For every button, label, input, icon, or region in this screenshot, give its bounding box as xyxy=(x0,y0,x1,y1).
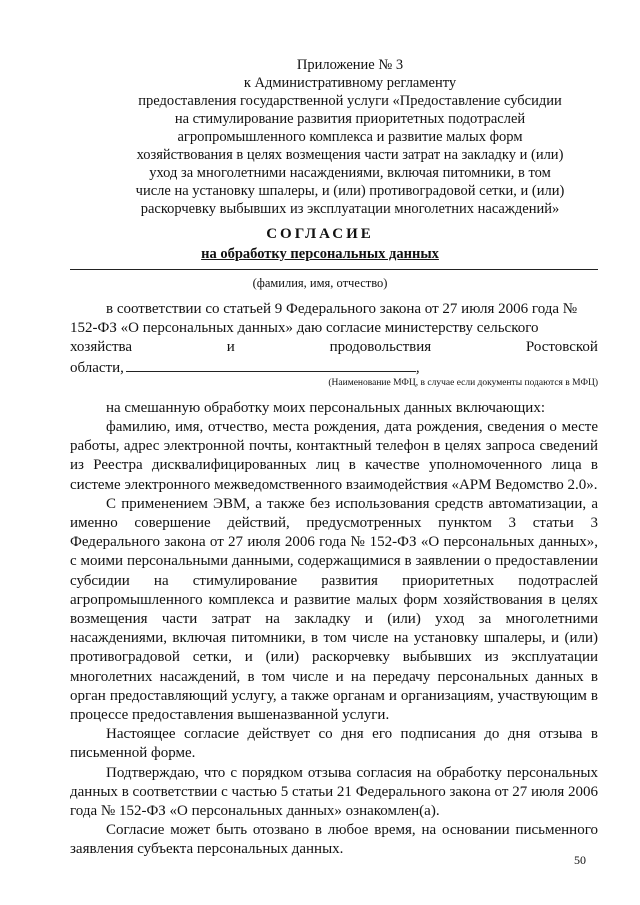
document-body xyxy=(70,300,598,860)
header-line: к Административному регламенту xyxy=(243,75,457,91)
paragraph-validity: Настоящее согласие действует со дня его подписания до дня отзыва в письменной форме. xyxy=(70,726,598,762)
header-line: числе на установку шпалеры, и (или) противоградовой сетки, и (или) xyxy=(135,183,565,199)
header-line: предоставления государственной услуги «Предоставление субсидии xyxy=(138,93,562,109)
header-line: хозяйствования в целях возмещения части затрат на закладку и (или) xyxy=(136,147,564,163)
consent-intro-line2: 152-ФЗ «О персональных данных» даю согласие министерству сельского xyxy=(70,320,539,337)
fio-blank-line xyxy=(70,269,598,270)
header-line: раскорчевку выбывших из эксплуатации многолетних насаждений» xyxy=(140,201,560,217)
document-title: СОГЛАСИЕ xyxy=(266,226,374,242)
paragraph-evm: С применением ЭВМ, а также без использования средств автоматизации, а именно совершение действий, предусмотренных пунктом 3 статьи 3 Федерального закона от 27 июля 2006 года № 152-ФЗ «О персональных данных», с моими персональными данными, содержащимися в заявлении о предоставлении субсидии на стимулирование развития приоритетных подотраслей агропромышленного комплекса и развитие малых форм хозяйствования в целях возмещения части затрат на закладку и (или) уход за многолетними насаждениями, включая питомники, в том числе на установку шпалеры, и (или) противоградовой сетки, и (или) раскорчевку выбывших из эксплуатации многолетних насаждений, в том числе и на передачу персональных данных в орган предоставляющий услугу, а также органам и организациям, участвующим в процессе предоставления вышеназванной услуги. xyxy=(70,495,598,724)
paragraph-confirm: Подтверждаю, что с порядком отзыва согласия на обработку персональных данных в соответствии с частью 5 статьи 21 Федерального закона от 27 июля 2006 года № 152-ФЗ «О персональных данных» ознакомлен(а). xyxy=(70,764,598,820)
fio-caption: (фамилия, имя, отчество) xyxy=(252,276,388,290)
region-label: области, xyxy=(70,359,124,376)
paragraph-data-list: фамилию, имя, отчество, места рождения, дата рождения, сведения о месте работы, адрес электронной почты, контактный телефон в целях запроса сведений из Реестра дисквалифицированных лиц в качестве уполномоченного лица в системе электронного межведомственного взаимодействия «АРМ Ведомство 2.0». xyxy=(70,419,598,493)
header-line: Приложение № 3 xyxy=(296,57,404,73)
word: и xyxy=(226,339,235,356)
header-line: на стимулирование развития приоритетных подотраслей xyxy=(174,111,526,127)
mfc-caption: (Наименование МФЦ, в случае если документы подаются в МФЦ) xyxy=(328,377,598,388)
document-subtitle: на обработку персональных данных xyxy=(201,246,439,262)
header-line: агропромышленного комплекса и развитие малых форм xyxy=(177,129,523,145)
consent-intro-line3 xyxy=(70,338,598,357)
comma: , xyxy=(415,359,420,376)
mfc-name-field[interactable] xyxy=(126,358,416,372)
word: хозяйства xyxy=(70,339,133,356)
paragraph-mixed-processing: на смешанную обработку моих персональных данных включающих: xyxy=(106,399,545,416)
consent-intro-line1: в соответствии со статьей 9 Федерального закона от 27 июля 2006 года № xyxy=(106,301,578,317)
appendix-header xyxy=(100,56,600,218)
page-number: 50 xyxy=(574,853,586,867)
word: Ростовской xyxy=(525,339,598,356)
header-line: уход за многолетними насаждениями, включая питомники, в том xyxy=(149,165,551,181)
mfc-row xyxy=(70,358,598,378)
word: продовольствия xyxy=(329,339,432,356)
paragraph-revoke: Согласие может быть отозвано в любое время, на основании письменного заявления субъекта персональных данных. xyxy=(70,822,598,858)
